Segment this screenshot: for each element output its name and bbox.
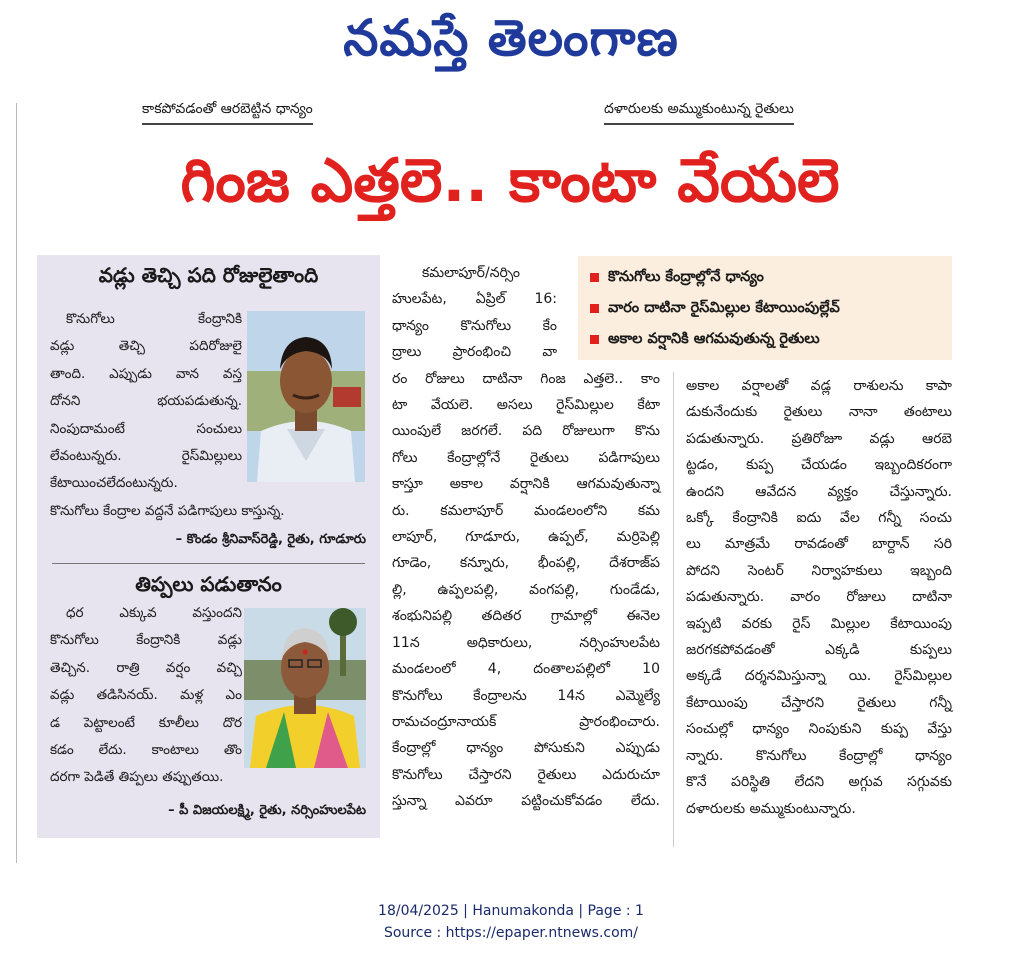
article-line: ద్రాలు ప్రారంభించి వా (392, 344, 557, 361)
headline: గింజ ఎత్తలె.. కాంటా వేయలె (180, 146, 840, 216)
article-line: శంభునిపల్లి తదితర గ్రామాల్లో ఈనెల (392, 608, 660, 625)
article-line: గూడెం, కన్నూరు, భీంపల్లి, దేశరాజ్‌ప (392, 555, 660, 572)
quote2-heading: తిప్పలు పడుతానం (135, 572, 282, 596)
masthead: నమస్తే తెలంగాణ (343, 8, 679, 67)
article-line: లు మాత్రమే రావడంతో బార్దాన్‌ సరి (686, 536, 952, 553)
article-line: ట్టడం, కుప్ప చేయడం ఇబ్బందికరంగా (686, 457, 952, 474)
quote1-heading: వడ్లు తెచ్చి పది రోజులైతాంది (98, 263, 319, 287)
article-line: స్తున్నా ఎవరూ పట్టించుకోవడం లేదు. (392, 793, 660, 810)
quote1-signature: – కొండం శ్రీనివాస్‌రెడ్డి, రైతు, గూడూరు (175, 532, 366, 547)
highlight-text: అకాల వర్షానికి ఆగమవుతున్న రైతులు (608, 331, 820, 347)
article-column-1 (392, 260, 660, 815)
article-line: కాస్తూ అకాల వర్షానికి ఆగమవుతున్నా (392, 476, 660, 493)
article-line: జరగకపోవడంతో ఎక్కడి కుప్పలు (686, 642, 952, 659)
article-line: ధాన్యం కొనుగోలు కేం (392, 317, 557, 334)
article-line: యింపులే జరగలే. పది రోజులుగా కొను (392, 423, 660, 440)
quote1-last-line: కొనుగోలు కేంద్రాల వద్దనే పడిగాపులు కాస్తున్న. (50, 503, 285, 519)
article-line: రామచంద్రూనాయక్‌ ప్రారంభించారు. (392, 713, 660, 730)
highlight-text: వారం దాటినా రైస్‌మిల్లుల కేటాయింపుల్లేవ్‌ (608, 300, 840, 316)
quote2-line: డ పెట్టాలంటే కూలీలు దొర (50, 714, 242, 731)
quote2-line: కడం లేదు. కాంటాలు తొం (50, 742, 242, 759)
quote2-text (50, 600, 242, 764)
article-line: పోదని సెంటర్‌ నిర్వాహకులు ఇబ్బంది (686, 562, 952, 579)
farmer-photo (247, 311, 365, 482)
article-line: హులపేట, ఏప్రిల్‌ 16: (392, 291, 557, 308)
article-column-2 (686, 373, 952, 822)
highlight-text: కొనుగోలు కేంద్రాల్లోనే ధాన్యం (608, 269, 764, 285)
quote1-line: దోనని భయపడుతున్న. (50, 393, 242, 410)
left-divider (16, 103, 17, 863)
quote1-line: వడ్లు తెచ్చి పదిరోజులై (50, 338, 242, 355)
quote1-line: కేటాయించలేదంటున్నరు. (50, 475, 178, 492)
quote1-text (50, 306, 242, 498)
article-line: కేటాయింపు చేస్తారని రైతులు గన్నీ (686, 694, 952, 711)
quote2-line: కొనుగోలు కేంద్రానికి వడ్లు (50, 632, 242, 649)
article-line: ఉందని ఆవేదన వ్యక్తం చేస్తున్నారు. (686, 483, 952, 500)
article-line: కొనే పరిస్థితి లేదని అగ్గువ సగ్గువకు (686, 774, 952, 791)
article-line: కొనుగోలు కేంద్రాలను 14న ఎమ్మెల్యే (392, 687, 660, 704)
quote2-signature: – పీ విజయలక్ష్మి, రైతు, నర్సింహులపేట (168, 803, 366, 818)
article-line: కొనుగోలు చేస్తారని రైతులు ఎదురుచూ (392, 766, 660, 783)
article-line: సంచుల్లో ధాన్యం నింపుకుని కుప్ప వేస్తు (686, 721, 952, 738)
article-line: అక్కడే దర్శనమిస్తున్నా యి. రైస్‌మిల్లుల (686, 668, 952, 685)
article-line: 11న అధికారులు, నర్సింహులపేట (392, 634, 660, 651)
footer-source: Source : https://epaper.ntnews.com/ (383, 925, 639, 941)
article-line: అకాల వర్షాలతో వడ్ల రాశులను కాపా (686, 378, 952, 394)
footer-date-edition: 18/04/2025 | Hanumakonda | Page : 1 (378, 903, 644, 919)
article-line: లాపూర్‌, గూడూరు, ఉప్పల్‌, మర్రిపెల్లి (392, 529, 660, 546)
kicker-left: కాకపోవడంతో ఆరబెట్టిన ధాన్యం (142, 101, 313, 125)
article-line: డుకునేందుకు రైతులు నానా తంటాలు (686, 404, 952, 421)
article-line: పడుతున్నారు. వారం రోజులు దాటినా (686, 589, 952, 606)
article-line: రు. కమలాపూర్‌ మండలంలోని కమ (392, 502, 660, 519)
sidebar-divider (52, 563, 365, 564)
article-line: ఇప్పటి వరకు రైస్‌ మిల్లుల కేటాయింపు (686, 615, 952, 632)
article-line: కమలాపూర్‌/నర్సిం (422, 265, 520, 281)
article-line: ఒక్కో కేంద్రానికి ఐదు వేల గన్నీ సంచు (686, 510, 952, 527)
quote2-line: ధర ఎక్కువ వస్తుందని (66, 605, 242, 621)
quote1-line: లేవంటున్నరు. రైస్‌మిల్లులు (50, 448, 242, 465)
quote1-line: కొనుగోలు కేంద్రానికి (66, 311, 242, 327)
article-line: దళారులకు అమ్ముకుంటున్నారు. (686, 800, 856, 817)
article-line: టా వేయలె. అసలు రైస్‌మిల్లుల కేటా (392, 397, 660, 414)
quote2-last-line: దరగా పెడితే తిప్పలు తప్పుతయి. (50, 769, 224, 785)
article-line: పడుతున్నారు. ప్రతిరోజూ వడ్లు ఆరబె (686, 430, 952, 447)
article-line: ల్లి, ఉప్పలపల్లి, వంగపల్లి, గుండేడు, (392, 581, 660, 598)
quote2-line: వడ్లు తడిసినయ్‌. మళ్ల ఎం (50, 687, 242, 704)
article-line: న్నారు. కొనుగోలు కేంద్రాల్లో ధాన్యం (686, 747, 952, 764)
article-line: కేంద్రాల్లో ధాన్యం పోసుకుని ఎప్పుడు (392, 740, 660, 757)
farmer-woman-photo (244, 608, 366, 768)
article-line: గోలు కేంద్రాల్లోనే రైతులు పడిగాపులు (392, 449, 660, 466)
kicker-right: దళారులకు అమ్ముకుంటున్న రైతులు (604, 101, 794, 125)
quote2-line: తెచ్చిన. రాత్రి వర్షం వచ్చి (50, 659, 242, 676)
quote1-line: తాంది. ఎప్పుడు వాన వస్త (50, 365, 242, 382)
article-line: రం రోజులు దాటినా గింజ ఎత్తలె.. కాం (392, 370, 660, 387)
column-divider (673, 372, 674, 847)
quote1-line: నింపుదామంటే సంచులు (50, 420, 242, 437)
article-line: మండలంలో 4, దంతాలపల్లిలో 10 (392, 661, 660, 678)
